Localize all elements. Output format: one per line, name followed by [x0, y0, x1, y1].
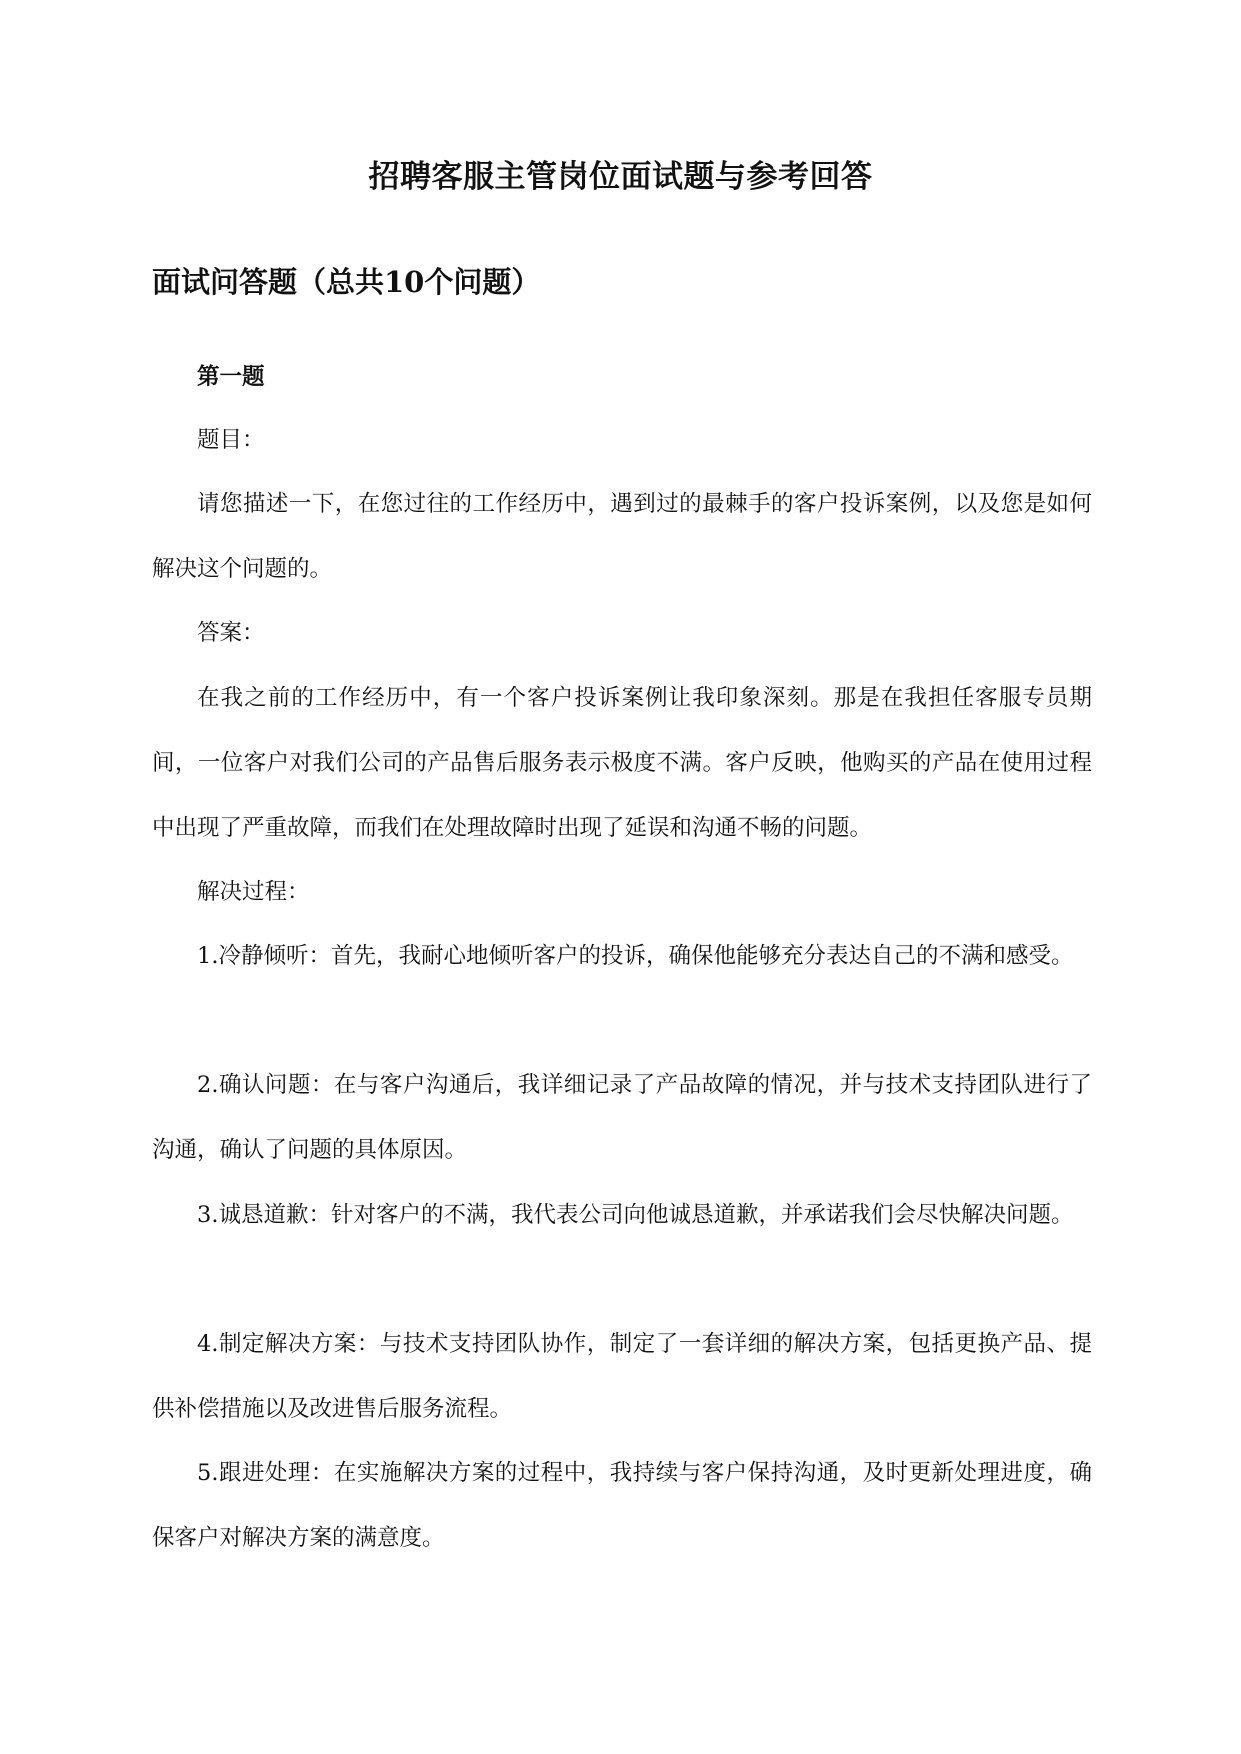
- process-label: 解决过程：: [197, 879, 310, 905]
- answer-label: 答案：: [197, 620, 265, 646]
- process-step: 4.制定解决方案：与技术支持团队协作，制定了一套详细的解决方案，包括更换产品、提供补偿措施以及改进售后服务流程。: [152, 1331, 1092, 1422]
- question-text: 请您描述一下，在您过往的工作经历中，遇到过的最棘手的客户投诉案例，以及您是如何解决这个问题的。: [152, 491, 1092, 582]
- process-step: 1.冷静倾听：首先，我耐心地倾听客户的投诉，确保他能够充分表达自己的不满和感受。: [197, 943, 1074, 969]
- question-number-label: 第一题: [197, 364, 265, 390]
- process-step: 3.诚恳道歉：针对客户的不满，我代表公司向他诚恳道歉，并承诺我们会尽快解决问题。: [197, 1202, 1074, 1228]
- process-step: 2.确认问题：在与客户沟通后，我详细记录了产品故障的情况，并与技术支持团队进行了沟通，确认了问题的具体原因。: [152, 1072, 1092, 1163]
- document-title: 招聘客服主管岗位面试题与参考回答: [368, 159, 873, 195]
- section-title: 面试问答题（总共10个问题）: [152, 265, 541, 299]
- answer-text: 在我之前的工作经历中，有一个客户投诉案例让我印象深刻。那是在我担任客服专员期间，一位客户对我们公司的产品售后服务表示极度不满。客户反映，他购买的产品在使用过程中出现了严重故障，而我们在处理故障时出现了延误和沟通不畅的问题。: [152, 685, 1092, 841]
- question-topic-label: 题目：: [197, 427, 265, 453]
- process-step: 5.跟进处理：在实施解决方案的过程中，我持续与客户保持沟通，及时更新处理进度，确保客户对解决方案的满意度。: [152, 1460, 1092, 1551]
